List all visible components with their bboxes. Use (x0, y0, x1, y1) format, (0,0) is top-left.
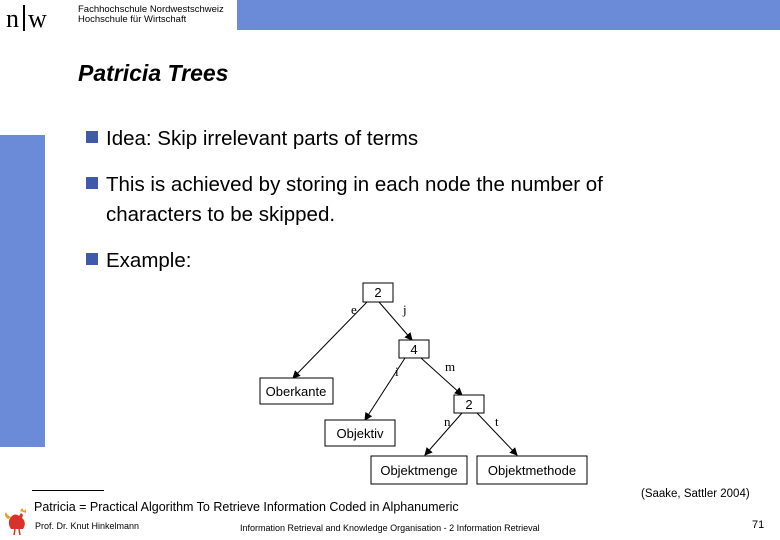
tree-node-4-label: 4 (410, 342, 418, 357)
bullet-square-icon (86, 177, 98, 189)
bullet-text-continued: characters to be skipped. (106, 203, 336, 226)
logo-mark-n: n (6, 4, 20, 33)
bullet-text: Idea: Skip irrelevant parts of terms (106, 127, 419, 150)
tree-leaf-oberkante-label: Oberkante (265, 384, 327, 399)
logo-mark-w: w (28, 4, 48, 33)
tree-leaf-objektmethode-label: Objektmethode (487, 463, 577, 478)
tree-leaf-objektmenge-label: Objektmenge (380, 463, 458, 478)
slide-title: Patricia Trees (78, 60, 229, 86)
school-name-line1: Fachhochschule Nordwestschweiz (78, 4, 224, 15)
school-name-line2: Hochschule für Wirtschaft (78, 14, 187, 25)
bullet-square-icon (86, 253, 98, 265)
edge-label-e: e (351, 302, 357, 317)
school-logo (6, 4, 48, 34)
edge-label-i: i (395, 364, 399, 379)
edge-root-n4 (379, 302, 412, 340)
school-name (78, 5, 224, 25)
logo-divider (23, 5, 25, 31)
edge-n4-objektiv (365, 358, 405, 420)
tree-node-root-label: 2 (374, 285, 382, 300)
bullet-square-icon (86, 131, 98, 143)
edge-n4-n2 (421, 358, 462, 395)
edge-label-m: m (445, 359, 456, 374)
page-number: 71 (752, 519, 765, 531)
bullet-text: Example: (106, 249, 192, 272)
rooster-logo-icon (2, 505, 34, 537)
footnote-rule (32, 490, 104, 491)
edge-label-j: j (403, 302, 407, 317)
tree-leaf-objektiv-label: Objektiv (336, 426, 384, 441)
citation: (Saake, Sattler 2004) (641, 488, 750, 500)
side-accent-bar (0, 135, 45, 447)
footnote: Patricia = Practical Algorithm To Retrieve Information Coded in Alphanumeric (34, 500, 459, 514)
tree-node-2-label: 2 (465, 397, 473, 412)
patricia-tree-diagram (255, 280, 595, 490)
footer-course-title: Information Retrieval and Knowledge Organisation - 2 Information Retrieval (240, 523, 540, 533)
edge-label-t: t (495, 414, 499, 429)
footer-author: Prof. Dr. Knut Hinkelmann (35, 521, 140, 531)
edge-label-n: n (444, 414, 451, 429)
header-accent-bar (237, 0, 780, 30)
bullet-text: This is achieved by storing in each node the number of (106, 173, 603, 196)
